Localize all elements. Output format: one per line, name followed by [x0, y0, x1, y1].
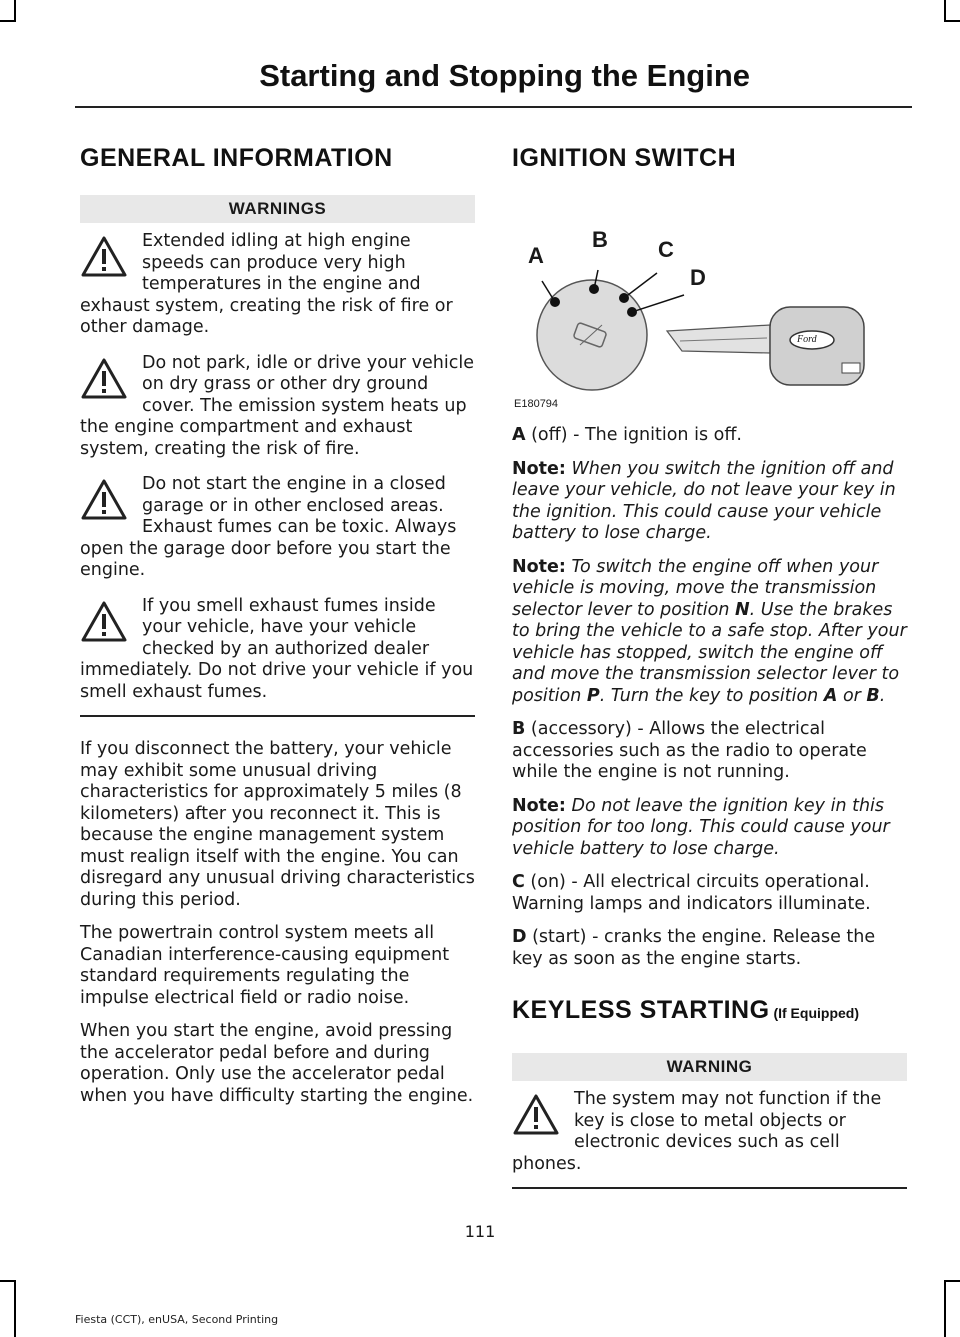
heading-suffix: (If Equipped) — [769, 1005, 859, 1021]
warning-text: Extended idling at high engine speeds can produce very high temperatures in the engine and exhaust system, creating the risk of fire or other damage. — [80, 231, 453, 337]
warning-header: WARNING — [512, 1053, 907, 1081]
note-text: To switch the engine off when your vehicle is moving, move the transmission selector lever to position — [512, 556, 879, 620]
position-c — [512, 872, 907, 915]
note-emphasis: A — [823, 685, 838, 706]
position-letter: A — [512, 425, 526, 445]
warning-item — [80, 596, 475, 718]
position-letter: B — [512, 719, 526, 739]
position-text: (off) - The ignition is off. — [525, 425, 742, 445]
note-text: . — [879, 685, 886, 706]
warning-triangle-icon — [80, 600, 128, 644]
figure-label-b: B — [592, 227, 608, 252]
crop-mark — [14, 0, 16, 22]
figure-label-c: C — [658, 237, 674, 262]
note-text: . Turn the key to position — [599, 685, 824, 706]
warning-item — [80, 231, 475, 339]
note-emphasis: B — [866, 685, 880, 706]
figure-id: E180794 — [514, 398, 559, 410]
note-text: . Use the brakes to bring the vehicle to a safe stop. After your vehicle has stopped, switch the engine off and move the transmission selector lever to position — [512, 599, 907, 706]
note-text: When you switch the ignition off and leave your vehicle, do not leave your key in the ignition. This could cause your vehicle battery to lose charge. — [512, 458, 896, 543]
body-paragraph: The powertrain control system meets all Canadian interference-causing equipment standard requirements regulating the impulse electrical field or radio noise. — [80, 923, 450, 1008]
crop-mark — [14, 1280, 16, 1337]
warning-item — [80, 353, 475, 461]
warning-text: Do not start the engine in a closed garage or in other enclosed areas. Exhaust fumes can be toxic. Always open the garage door before you start the engine. — [80, 474, 457, 580]
body-paragraph: When you start the engine, avoid pressing the accelerator pedal before and during operation. Only use the accelerator pedal when you have difficulty starting the engine. — [80, 1021, 474, 1106]
warning-item — [512, 1089, 907, 1189]
note — [512, 459, 907, 545]
position-text: (on) - All electrical circuits operational. Warning lamps and indicators illuminate. — [512, 872, 871, 914]
warning-triangle-icon — [80, 357, 128, 401]
position-d — [512, 927, 907, 970]
position-a — [512, 425, 907, 447]
warning-triangle-icon — [80, 235, 128, 279]
page-header-title: Starting and Stopping the Engine — [259, 58, 750, 93]
section-heading-general-information: GENERAL INFORMATION — [80, 144, 393, 172]
note-emphasis: P — [586, 685, 600, 706]
crop-mark — [0, 1280, 16, 1282]
left-column — [80, 140, 475, 1119]
crop-mark — [944, 20, 960, 22]
figure-label-a: A — [528, 243, 544, 268]
right-column — [512, 140, 907, 1211]
body-paragraph: If you disconnect the battery, your vehicle may exhibit some unusual driving characteristics for approximately 5 miles (8 kilometers) after you reconnect it. This is because the engine management system must realign itself with the engine. You can disregard any unusual driving characteristics during this period. — [80, 739, 475, 910]
note-label: Note: — [512, 458, 566, 479]
note-label: Note: — [512, 556, 566, 577]
ignition-switch-figure — [512, 195, 905, 410]
position-letter: C — [512, 872, 525, 892]
section-heading-keyless-starting — [512, 996, 907, 1025]
warning-item — [80, 474, 475, 582]
key-brand-logo: Ford — [797, 334, 817, 345]
crop-mark — [944, 1280, 960, 1282]
document-info: Fiesta (CCT), enUSA, Second Printing — [75, 1313, 279, 1326]
note-text: or — [837, 685, 867, 706]
position-letter: D — [512, 927, 527, 947]
note-text: Do not leave the ignition key in this position for too long. This could cause your vehicle battery to lose charge. — [512, 795, 890, 859]
position-text: (start) - cranks the engine. Release the key as soon as the engine starts. — [512, 927, 876, 969]
heading-text: KEYLESS STARTING — [512, 996, 770, 1024]
section-heading-ignition-switch: IGNITION SWITCH — [512, 144, 737, 172]
warnings-header: WARNINGS — [80, 195, 475, 223]
warning-triangle-icon — [80, 478, 128, 522]
warning-text: If you smell exhaust fumes inside your vehicle, have your vehicle checked by an authorized dealer immediately. Do not drive your vehicle if you smell exhaust fumes. — [80, 595, 474, 702]
figure-label-d: D — [690, 265, 706, 290]
page-number: 111 — [464, 1222, 496, 1241]
warning-text: Do not park, idle or drive your vehicle on dry grass or other dry ground cover. The emission system heats up the engine compartment and exhaust system, creating the risk of fire. — [80, 352, 474, 459]
ignition-key-illustration — [512, 195, 905, 395]
warning-text: The system may not function if the key is close to metal objects or electronic devices such as cell phones. — [512, 1089, 882, 1174]
position-b — [512, 719, 907, 784]
header-rule — [75, 106, 912, 108]
crop-mark — [0, 20, 16, 22]
crop-mark — [944, 0, 946, 22]
warning-triangle-icon — [512, 1093, 560, 1137]
note-emphasis: N — [734, 599, 750, 620]
position-text: (accessory) - Allows the electrical accessories such as the radio to operate while the engine is not running. — [512, 719, 867, 782]
note — [512, 557, 907, 708]
note — [512, 796, 907, 861]
note-label: Note: — [512, 795, 566, 816]
crop-mark — [944, 1280, 946, 1337]
